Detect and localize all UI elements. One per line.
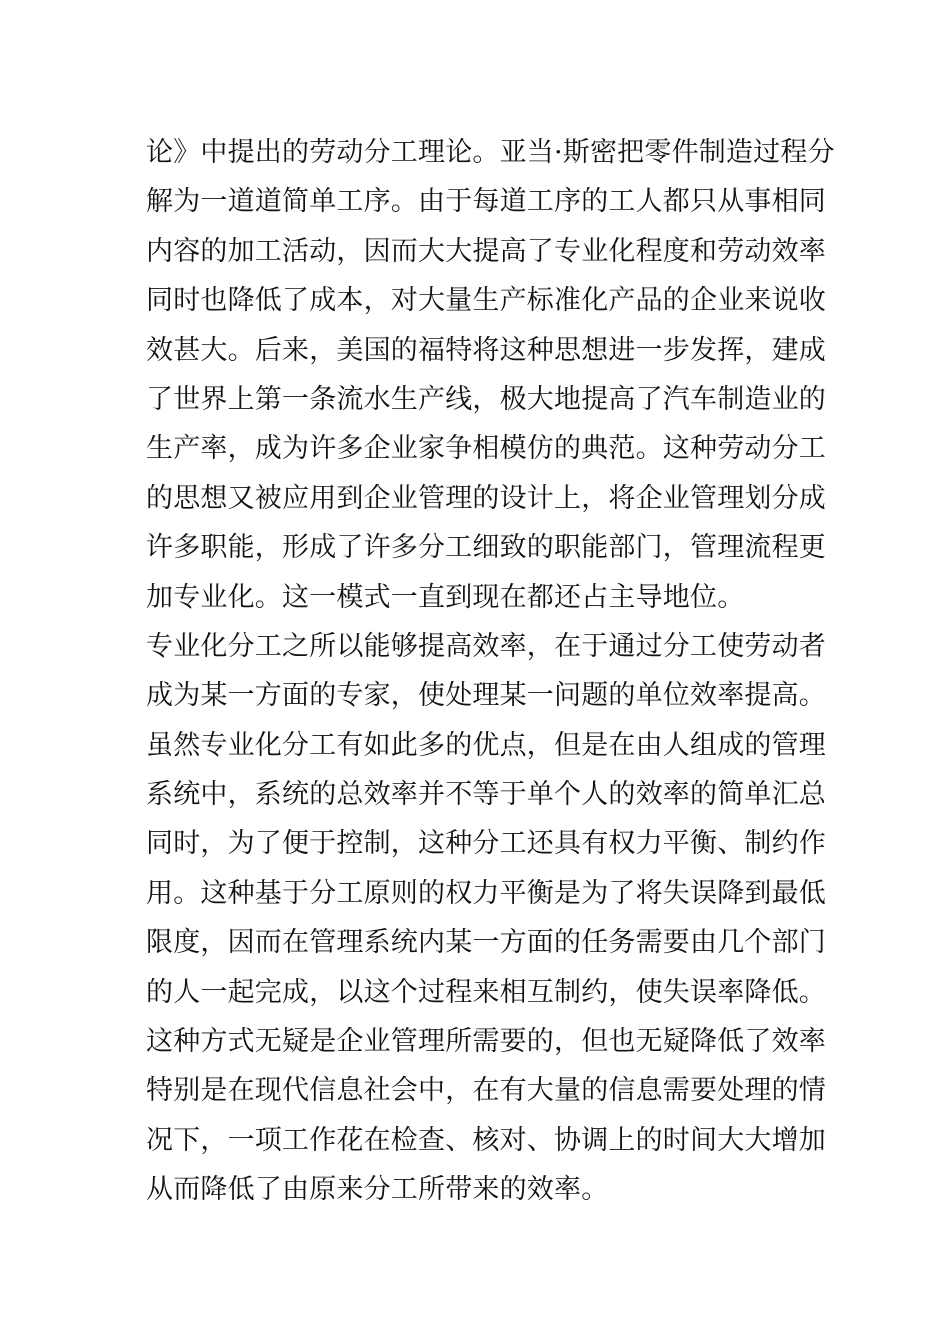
- text-line: 内容的加工活动，因而大大提高了专业化程度和劳动效率: [146, 235, 826, 267]
- text-line: 特别是在现代信息社会中，在有大量的信息需要处理的情: [146, 1075, 826, 1107]
- text-line: 同时也降低了成本，对大量生产标准化产品的企业来说收: [146, 285, 826, 317]
- text-line: 这种方式无疑是企业管理所需要的，但也无疑降低了效率: [146, 1026, 826, 1058]
- text-line: 论》中提出的劳动分工理论。亚当·斯密把零件制造过程分: [146, 137, 835, 168]
- text-line: 加专业化。这一模式一直到现在都还占主导地位。: [146, 581, 745, 613]
- text-line: 了世界上第一条流水生产线，极大地提高了汽车制造业的: [146, 383, 826, 415]
- text-line: 系统中，系统的总效率并不等于单个人的效率的简单汇总: [146, 779, 826, 811]
- text-line: 成为某一方面的专家，使处理某一问题的单位效率提高。: [146, 680, 826, 712]
- text-line: 的人一起完成，以这个过程来相互制约，使失误率降低。: [146, 976, 826, 1008]
- text-line: 同时，为了便于控制，这种分工还具有权力平衡、制约作: [146, 828, 826, 860]
- text-line: 解为一道道简单工序。由于每道工序的工人都只从事相同: [146, 186, 826, 218]
- text-line: 专业化分工之所以能够提高效率，在于通过分工使劳动者: [146, 630, 826, 662]
- text-line: 用。这种基于分工原则的权力平衡是为了将失误降到最低: [146, 877, 826, 909]
- text-line: 虽然专业化分工有如此多的优点，但是在由人组成的管理: [146, 729, 826, 761]
- text-line: 效甚大。后来，美国的福特将这种思想进一步发挥，建成: [146, 334, 826, 366]
- text-line: 许多职能，形成了许多分工细致的职能部门，管理流程更: [146, 532, 826, 564]
- body-text: [146, 128, 835, 1215]
- text-line: 况下，一项工作花在检查、核对、协调上的时间大大增加: [146, 1124, 826, 1156]
- text-line: 限度，因而在管理系统内某一方面的任务需要由几个部门: [146, 927, 826, 959]
- text-line: 的思想又被应用到企业管理的设计上，将企业管理划分成: [146, 482, 826, 514]
- text-line: 从而降低了由原来分工所带来的效率。: [146, 1174, 609, 1206]
- text-line: 生产率，成为许多企业家争相模仿的典范。这种劳动分工: [146, 433, 826, 465]
